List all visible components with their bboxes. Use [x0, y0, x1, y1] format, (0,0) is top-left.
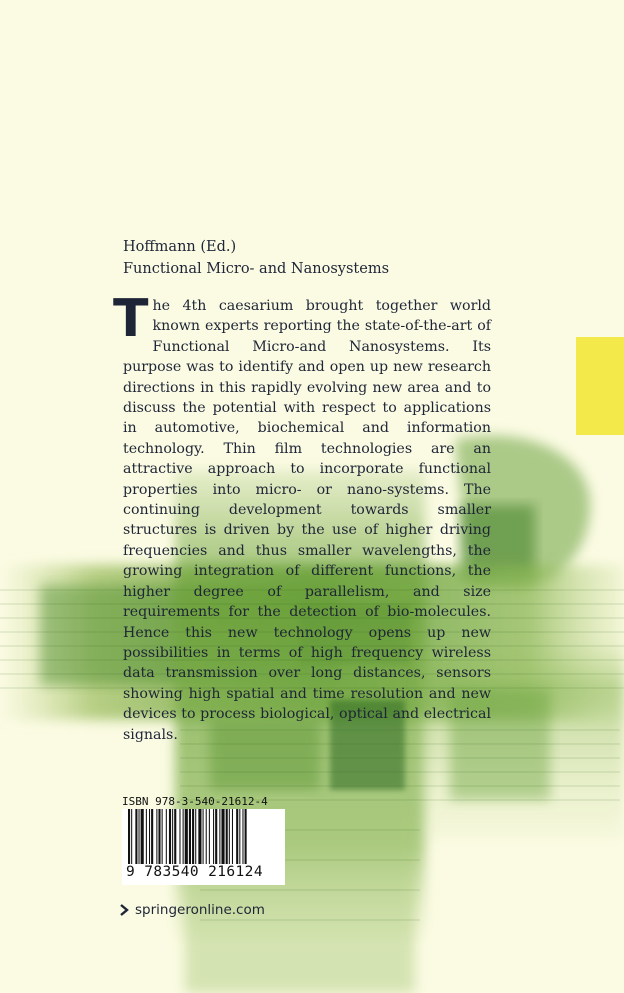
barcode-bar	[151, 809, 153, 864]
barcode-bar	[146, 809, 147, 864]
barcode-bar	[135, 809, 137, 864]
barcode-bar	[226, 809, 228, 864]
barcode-bar	[232, 809, 233, 864]
barcode-bar	[179, 809, 180, 864]
barcode-bar	[185, 809, 188, 864]
barcode-bar	[156, 809, 157, 864]
barcode-bar	[139, 809, 140, 864]
publisher-link[interactable]	[120, 902, 265, 918]
barcode-bar	[209, 809, 210, 864]
drop-cap: T	[113, 289, 149, 349]
barcode-bar	[245, 809, 247, 864]
isbn-label: ISBN 978-3-540-21612-4	[122, 795, 268, 808]
description-text: he 4th caesarium brought together world known experts reporting the state-of-the-art of Functional Micro-and Nanosystems. Its purpose was to identify and open up new research directions in this rapidly evolving new area and to discuss the potential with respect to applications in automotive, biochemical and information technology. Thin film technologies are an attractive approach to incorporate functional properties into micro- or nano-systems. The continuing development towards smaller structures is driven by the use of higher driving frequencies and thus smaller wavelengths, the growing integration of different functions, the higher degree of parallelism, and size requirements for the detection of bio-molecules. Hence this new technology opens up new possibilities in terms of high frequency wireless data transmission over long distances, sensors showing high spatial and time resolution and new devices to process biological, optical and electrical signals.	[123, 298, 491, 743]
isbn-barcode	[122, 795, 285, 885]
publisher-link-text[interactable]: springeronline.com	[135, 902, 265, 918]
barcode-bar	[149, 809, 150, 864]
barcode-bar	[166, 809, 167, 864]
barcode-digits: 9 783540 216124	[126, 864, 263, 880]
barcode-bar	[236, 809, 238, 864]
barcode-bar	[239, 809, 240, 864]
barcode-bar	[242, 809, 243, 864]
book-description	[113, 289, 491, 745]
barcode-bar	[229, 809, 230, 864]
barcode-bar	[183, 809, 184, 864]
book-title: Functional Micro- and Nanosystems	[123, 261, 390, 277]
barcode-bar	[128, 809, 130, 864]
chevron-right-icon	[120, 904, 129, 916]
yellow-edge-tab	[576, 337, 624, 435]
book-author: Hoffmann (Ed.)	[123, 239, 237, 255]
barcode-bar	[219, 809, 220, 864]
barcode-bar	[198, 809, 201, 864]
barcode-bar	[192, 809, 194, 864]
barcode-bar	[195, 809, 196, 864]
barcode-bar	[141, 809, 144, 864]
barcode-bar	[131, 809, 132, 864]
barcode-bar	[172, 809, 173, 864]
barcode-bar	[189, 809, 191, 864]
barcode-bars	[128, 809, 283, 864]
barcode-bar	[215, 809, 217, 864]
barcode-bar	[158, 809, 160, 864]
barcode-bar	[162, 809, 163, 864]
barcode-bar	[203, 809, 204, 864]
barcode-bar	[169, 809, 171, 864]
barcode-bar	[174, 809, 176, 864]
barcode-bar	[213, 809, 214, 864]
barcode-bar	[221, 809, 224, 864]
barcode-bar	[206, 809, 207, 864]
